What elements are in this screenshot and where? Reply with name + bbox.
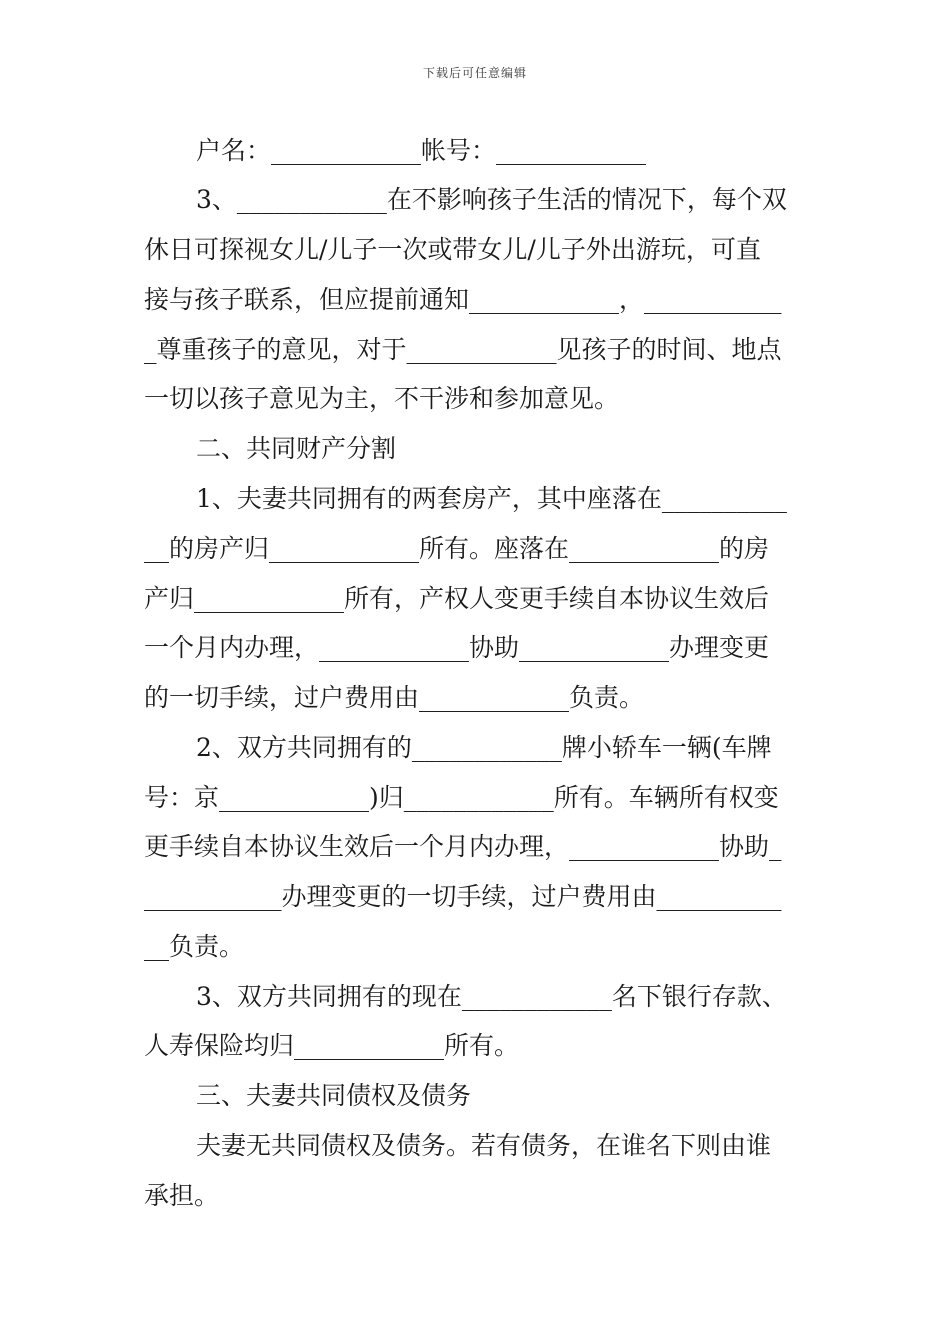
paragraph-line: 1、夫妻共同拥有的两套房产，其中座落在__________	[196, 484, 787, 513]
paragraph-line: _尊重孩子的意见，对于____________见孩子的时间、地点	[144, 335, 782, 364]
paragraph-line: ___________办理变更的一切手续，过户费用由__________	[144, 882, 782, 911]
paragraph-line: 一切以孩子意见为主，不干涉和参加意见。	[144, 384, 620, 413]
paragraph-line: 更手续自本协议生效后一个月内办理，____________协助_	[144, 832, 782, 861]
paragraph-line: 夫妻无共同债权及债务。若有债务，在谁名下则由谁	[196, 1131, 772, 1160]
paragraph-line: 3、双方共同拥有的现在____________名下银行存款、	[196, 982, 787, 1011]
section-heading: 三、夫妻共同债权及债务	[196, 1081, 472, 1110]
paragraph-line: 人寿保险均归____________所有。	[144, 1031, 520, 1060]
account-line: 户名：____________帐号：____________	[196, 136, 647, 165]
paragraph-line: 2、双方共同拥有的____________牌小轿车一辆(车牌	[196, 733, 772, 762]
paragraph-line: 一个月内办理，____________协助____________办理变更	[144, 633, 770, 662]
paragraph-line: __的房产归____________所有。座落在____________的房	[144, 534, 770, 563]
paragraph-line: 承担。	[144, 1181, 220, 1210]
page-header: 下载后可任意编辑	[422, 66, 527, 80]
paragraph-line: 3、____________在不影响孩子生活的情况下，每个双	[196, 185, 787, 214]
paragraph-line: 休日可探视女儿/儿子一次或带女儿/儿子外出游玩，可直	[144, 235, 761, 264]
paragraph-line: 产归____________所有，产权人变更手续自本协议生效后	[144, 584, 770, 613]
paragraph-line: __负责。	[144, 932, 245, 961]
paragraph-line: 接与孩子联系，但应提前通知____________，___________	[144, 285, 782, 314]
paragraph-line: 号：京____________)归____________所有。车辆所有权变	[144, 783, 779, 812]
paragraph-line: 的一切手续，过户费用由____________负责。	[144, 683, 645, 712]
section-heading: 二、共同财产分割	[196, 434, 397, 463]
